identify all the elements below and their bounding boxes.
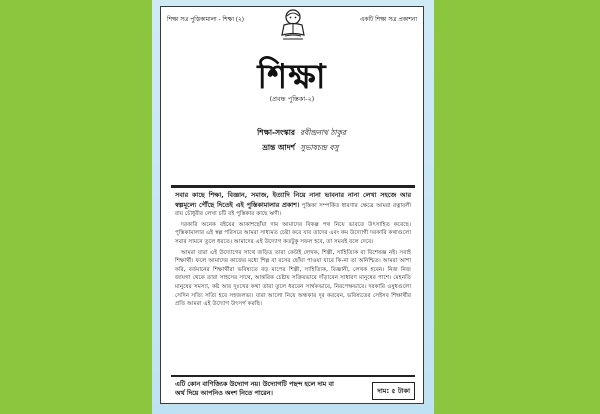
price-badge: দাম: ৫ টাকা bbox=[372, 382, 415, 400]
intro-lead: সবার কাছে শিক্ষা, বিজ্ঞান, সমাজ, ইত্যাদি নিয়ে নানা ভাবনার নানা লেখা সহজে আর স্বল্পমূল্যে পৌঁছে দিতেই এই পুস্তিকামালার প্রকাশ। bbox=[175, 191, 411, 209]
book-subtitle: (প্রবন্ধ পুস্তিকা-২) bbox=[269, 95, 315, 103]
introduction-text bbox=[171, 185, 415, 373]
contents-item bbox=[231, 125, 346, 140]
series-name: শিক্ষা সত্র পুস্তিকামালা - শিক্ষা (২) bbox=[167, 17, 245, 23]
intro-lead-tail: পুস্তিকা সম্পর্কিত ধারণার ক্ষেত্রে আমরা রত্নাবলী রায় চৌধুরীর লেখা চটি বই পুস্তিকার কাছে ঋণী। bbox=[175, 202, 411, 218]
essay-title: শিক্ষা-সংস্কার bbox=[257, 128, 295, 137]
cover-sheet bbox=[160, 6, 424, 404]
essay-title: ভ্রান্ত আদর্শ bbox=[262, 143, 295, 152]
publisher-name: একটি শিক্ষা সত্র প্রকাশনা bbox=[360, 17, 417, 23]
essay-author: সুভাষচন্দ্র বসু bbox=[300, 143, 339, 152]
contents-item bbox=[231, 140, 346, 155]
intro-paragraph: আমরা যারা এই উদ্যোগের সাথে জড়িত তারা কেউই লেখক, শিল্পী, সাহিত্যিক বা বিশেষজ্ঞ নই। সবাই শিক্ষার্থী। ফলে আমাদের কাজের মধ্যে শিল্প বা রসের ছোঁয়া পাওয়া যাবে কি-না তা অনিশ্চিত। আমরা আশা করি, বর্তমানের শিক্ষার্থীরা ভবিষ্যতে বড় মাপের শিল্পী, সাহিত্যিক, বিজ্ঞানী, লেখক হবেন। নিজ নিজ জায়গা থেকে তারা সাহসের সাথে, আন্তরিক চেষ্টায় সক্রিয়ভাবে দাঁড়াবেন সাধারণ মানুষের পাশে। মেহনতি মানুষের সমস্যা, কষ্ট আর দুঃখের কথা তারা তুলে ধরবেন সার্থকভাবে, নিরপেক্ষভাবে। দরকারি ওষুধগুলো সেদিন সত্যি সত্যি হবে সহজলভ্য। যারা আলো নিয়ে অন্ধকার দূর করবেন, ভবিষ্যতের সেইসব শিক্ষার্থীর প্রতি আমরা এই উদ্যোগ উৎসর্গ করছি। bbox=[175, 249, 411, 308]
essay-author: রবীন্দ্রনাথ ঠাকুর bbox=[300, 128, 346, 137]
reading-figure-logo-icon bbox=[275, 9, 311, 43]
contents-list bbox=[231, 125, 346, 155]
footer-divider bbox=[171, 375, 415, 377]
footer-note: এটি কোন বাণিজ্যিক উদ্যোগ নয়। উদ্যোগটি পছন্দ হলে দাম বা অর্থ দিয়ে আপনিও অংশ নিতে পারেন। bbox=[175, 380, 334, 397]
intro-paragraph: দরকারি অনেক বইয়ের আকাশছোঁয়া দাম আমাদের বিকল্প পথ নিয়ে ভাবতে উৎসাহিত করেছে। পুস্তিকামালার এই স্বল্প পরিসরে আমরা সাধ্যমত চেষ্টা করে যাব তাদের এবং কম উদ্যোগী দরকারি কথাগুলো সবার সামনে তুলে ধরতে। আমাদের এই উদ্যোগ কতটুকু সফল হবে, তা সময়ই বলে দেবে। bbox=[175, 221, 411, 245]
booklet-cover bbox=[152, 0, 434, 414]
intro-lead-paragraph bbox=[175, 191, 411, 219]
book-title: শিক্ষা bbox=[257, 57, 327, 97]
